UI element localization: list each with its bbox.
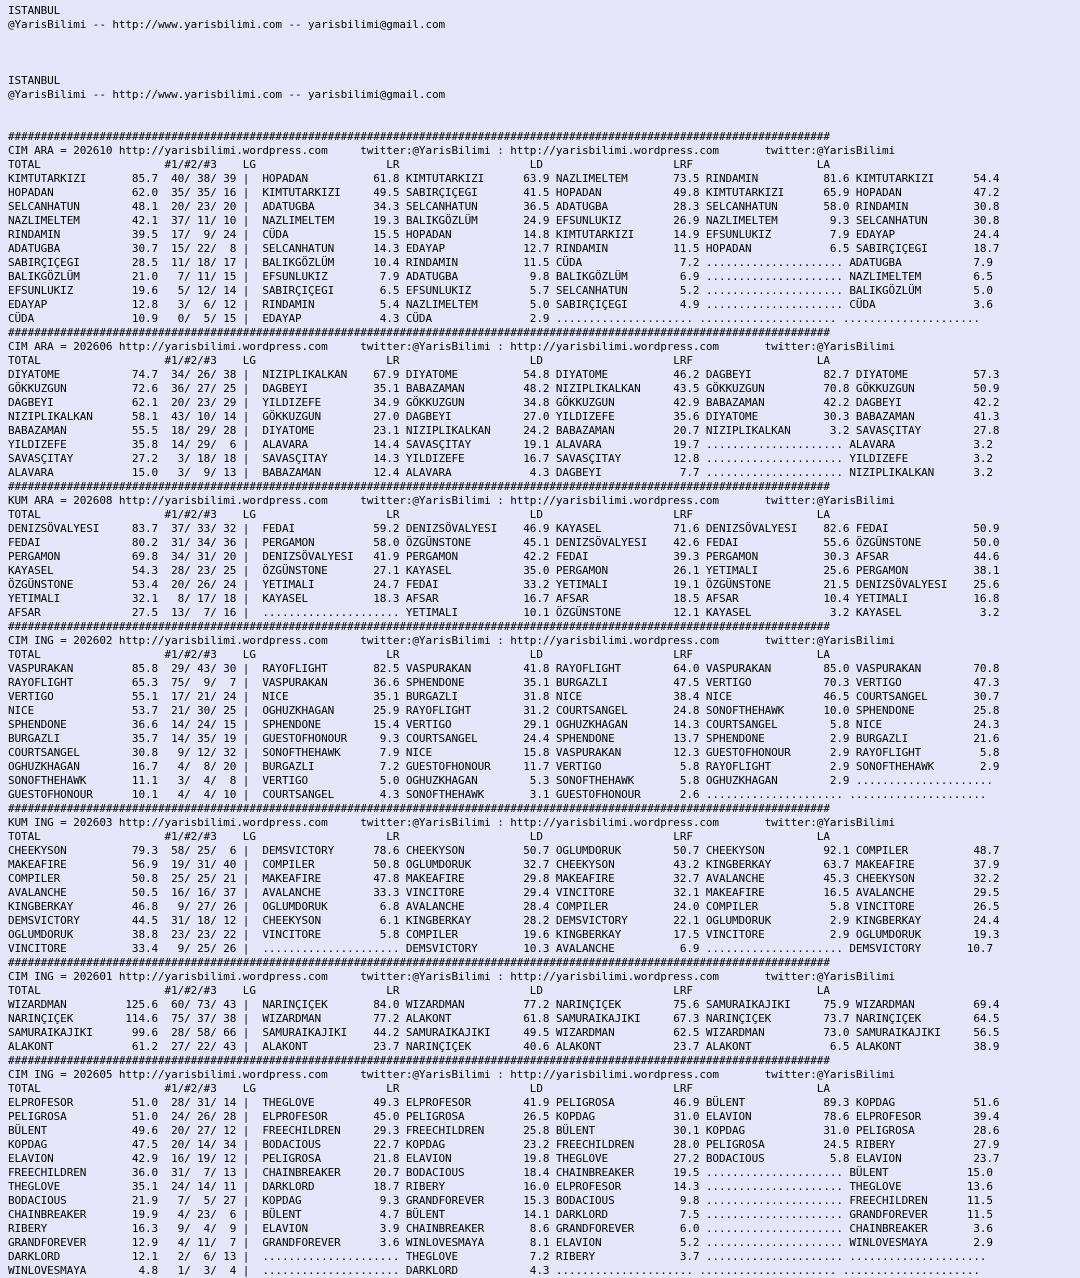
horse-row: VINCITORE 33.4 9/ 25/ 26 | ..................... DEMSVICTORY 10.3 AVALANCHE 6.9 ..................... DEMSVICTORY 10.7 bbox=[8, 942, 993, 955]
horse-row: DIYATOME 74.7 34/ 26/ 38 | NIZIPLIKALKAN 67.9 DIYATOME 54.8 DIYATOME 46.2 DAGBEYI 82.7 DIYATOME 57.3 bbox=[8, 368, 1000, 381]
horse-row: ALAKONT 61.2 27/ 22/ 43 | ALAKONT 23.7 NARINÇIÇEK 40.6 ALAKONT 23.7 ALAKONT 6.5 ALAKONT 38.9 bbox=[8, 1040, 1000, 1053]
section-divider: ############################################################################################################################## bbox=[8, 130, 830, 143]
horse-row: CÜDA 10.9 0/ 5/ 15 | EDAYAP 4.3 CÜDA 2.9 ..................... ..................... ..................... bbox=[8, 312, 980, 325]
race-header: CIM ARA = 202606 http://yarisbilimi.wordpress.com twitter:@YarisBilimi : http://yarisbilimi.wordpress.com twitter:@YarisBilimi bbox=[8, 340, 896, 353]
horse-row: ALAVARA 15.0 3/ 9/ 13 | BABAZAMAN 12.4 ALAVARA 4.3 DAGBEYI 7.7 ..................... NIZIPLIKALKAN 3.2 bbox=[8, 466, 993, 479]
horse-row: SAMURAIKAJIKI 99.6 28/ 58/ 66 | SAMURAIKAJIKI 44.2 SAMURAIKAJIKI 49.5 WIZARDMAN 62.5 WIZARDMAN 73.0 SAMURAIKAJIKI 56.5 bbox=[8, 1026, 1000, 1039]
horse-row: COMPILER 50.8 25/ 25/ 21 | MAKEAFIRE 47.8 MAKEAFIRE 29.8 MAKEAFIRE 32.7 AVALANCHE 45.3 CHEEKYSON 32.2 bbox=[8, 872, 1000, 885]
section-divider: ############################################################################################################################## bbox=[8, 802, 830, 815]
horse-row: NICE 53.7 21/ 30/ 25 | OGHUZKHAGAN 25.9 RAYOFLIGHT 31.2 COURTSANGEL 24.8 SONOFTHEHAWK 10.0 SPHENDONE 25.8 bbox=[8, 704, 1000, 717]
section-divider: ############################################################################################################################## bbox=[8, 620, 830, 633]
horse-row: BALIKGÖZLÜM 21.0 7/ 11/ 15 | EFSUNLUKIZ 7.9 ADATUGBA 9.8 BALIKGÖZLÜM 6.9 ..................... NAZLIMELTEM 6.5 bbox=[8, 270, 993, 283]
horse-row: SPHENDONE 36.6 14/ 24/ 15 | SPHENDONE 15.4 VERTIGO 29.1 OGHUZKHAGAN 14.3 COURTSANGEL 5.8 NICE 24.3 bbox=[8, 718, 1000, 731]
section-divider: ############################################################################################################################## bbox=[8, 326, 830, 339]
horse-row: RIBERY 16.3 9/ 4/ 9 | ELAVION 3.9 CHAINBREAKER 8.6 GRANDFOREVER 6.0 ..................... CHAINBREAKER 3.6 bbox=[8, 1222, 993, 1235]
city-title: ISTANBUL bbox=[8, 4, 61, 17]
horse-row: DEMSVICTORY 44.5 31/ 18/ 12 | CHEEKYSON 6.1 KINGBERKAY 28.2 DEMSVICTORY 22.1 OGLUMDORUK 2.9 KINGBERKAY 24.4 bbox=[8, 914, 1000, 927]
horse-row: ADATUGBA 30.7 15/ 22/ 8 | SELCANHATUN 14.3 EDAYAP 12.7 RINDAMIN 11.5 HOPADAN 6.5 SABIRÇIÇEGI 18.7 bbox=[8, 242, 1000, 255]
horse-row: BABAZAMAN 55.5 18/ 29/ 28 | DIYATOME 23.1 NIZIPLIKALKAN 24.2 BABAZAMAN 20.7 NIZIPLIKALKAN 3.2 SAVASÇITAY 27.8 bbox=[8, 424, 1000, 437]
race-header: CIM ARA = 202610 http://yarisbilimi.wordpress.com twitter:@YarisBilimi : http://yarisbilimi.wordpress.com twitter:@YarisBilimi bbox=[8, 144, 896, 157]
race-header: CIM ING = 202605 http://yarisbilimi.wordpress.com twitter:@YarisBilimi : http://yarisbilimi.wordpress.com twitter:@YarisBilimi bbox=[8, 1068, 896, 1081]
race-header: KUM ARA = 202608 http://yarisbilimi.wordpress.com twitter:@YarisBilimi : http://yarisbilimi.wordpress.com twitter:@YarisBilimi bbox=[8, 494, 896, 507]
horse-row: SABIRÇIÇEGI 28.5 11/ 18/ 17 | BALIKGÖZLÜM 10.4 RINDAMIN 11.5 CÜDA 7.2 ..................... ADATUGBA 7.9 bbox=[8, 256, 993, 269]
horse-row: BÜLENT 49.6 20/ 27/ 12 | FREECHILDREN 29.3 FREECHILDREN 25.8 BÜLENT 30.1 KOPDAG 31.0 PELIGROSA 28.6 bbox=[8, 1124, 1000, 1137]
horse-row: CHEEKYSON 79.3 58/ 25/ 6 | DEMSVICTORY 78.6 CHEEKYSON 50.7 OGLUMDORUK 50.7 CHEEKYSON 92.1 COMPILER 48.7 bbox=[8, 844, 1000, 857]
section-divider: ############################################################################################################################## bbox=[8, 480, 830, 493]
horse-row: ÖZGÜNSTONE 53.4 20/ 26/ 24 | YETIMALI 24.7 FEDAI 33.2 YETIMALI 19.1 ÖZGÜNSTONE 21.5 DENIZSÖVALYESI 25.6 bbox=[8, 578, 1000, 591]
horse-row: COURTSANGEL 30.8 9/ 12/ 32 | SONOFTHEHAWK 7.9 NICE 15.8 VASPURAKAN 12.3 GUESTOFHONOUR 2.9 RAYOFLIGHT 5.8 bbox=[8, 746, 1000, 759]
horse-row: KIMTUTARKIZI 85.7 40/ 38/ 39 | HOPADAN 61.8 KIMTUTARKIZI 63.9 NAZLIMELTEM 73.5 RINDAMIN 81.6 KIMTUTARKIZI 54.4 bbox=[8, 172, 1000, 185]
section-divider: ############################################################################################################################## bbox=[8, 956, 830, 969]
race-header: CIM ING = 202602 http://yarisbilimi.wordpress.com twitter:@YarisBilimi : http://yarisbilimi.wordpress.com twitter:@YarisBilimi bbox=[8, 634, 896, 647]
section-divider: ############################################################################################################################## bbox=[8, 1054, 830, 1067]
column-headers: TOTAL #1/#2/#3 LG LR LD LRF LA bbox=[8, 830, 830, 843]
race-header: CIM ING = 202601 http://yarisbilimi.wordpress.com twitter:@YarisBilimi : http://yarisbilimi.wordpress.com twitter:@YarisBilimi bbox=[8, 970, 896, 983]
horse-row: AVALANCHE 50.5 16/ 16/ 37 | AVALANCHE 33.3 VINCITORE 29.4 VINCITORE 32.1 MAKEAFIRE 16.5 AVALANCHE 29.5 bbox=[8, 886, 1000, 899]
horse-row: DENIZSÖVALYESI 83.7 37/ 33/ 32 | FEDAI 59.2 DENIZSÖVALYESI 46.9 KAYASEL 71.6 DENIZSÖVALYESI 82.6 FEDAI 50.9 bbox=[8, 522, 1000, 535]
horse-row: OGLUMDORUK 38.8 23/ 23/ 22 | VINCITORE 5.8 COMPILER 19.6 KINGBERKAY 17.5 VINCITORE 2.9 OGLUMDORUK 19.3 bbox=[8, 928, 1000, 941]
horse-row: DAGBEYI 62.1 20/ 23/ 29 | YILDIZEFE 34.9 GÖKKUZGUN 34.8 GÖKKUZGUN 42.9 BABAZAMAN 42.2 DAGBEYI 42.2 bbox=[8, 396, 1000, 409]
horse-row: BURGAZLI 35.7 14/ 35/ 19 | GUESTOFHONOUR 9.3 COURTSANGEL 24.4 SPHENDONE 13.7 SPHENDONE 2.9 BURGAZLI 21.6 bbox=[8, 732, 1000, 745]
column-headers: TOTAL #1/#2/#3 LG LR LD LRF LA bbox=[8, 354, 830, 367]
horse-row: DARKLORD 12.1 2/ 6/ 13 | ..................... THEGLOVE 7.2 RIBERY 3.7 ..................... ..................... bbox=[8, 1250, 987, 1263]
horse-row: KOPDAG 47.5 20/ 14/ 34 | BODACIOUS 22.7 KOPDAG 23.2 FREECHILDREN 28.0 PELIGROSA 24.5 RIBERY 27.9 bbox=[8, 1138, 1000, 1151]
horse-row: GRANDFOREVER 12.9 4/ 11/ 7 | GRANDFOREVER 3.6 WINLOVESMAYA 8.1 ELAVION 5.2 ..................... WINLOVESMAYA 2.9 bbox=[8, 1236, 993, 1249]
horse-row: EFSUNLUKIZ 19.6 5/ 12/ 14 | SABIRÇIÇEGI 6.5 EFSUNLUKIZ 5.7 SELCANHATUN 5.2 ..................... BALIKGÖZLÜM 5.0 bbox=[8, 284, 993, 297]
horse-row: NARINÇIÇEK 114.6 75/ 37/ 38 | WIZARDMAN 77.2 ALAKONT 61.8 SAMURAIKAJIKI 67.3 NARINÇIÇEK 73.7 NARINÇIÇEK 64.5 bbox=[8, 1012, 1000, 1025]
horse-row: THEGLOVE 35.1 24/ 14/ 11 | DARKLORD 18.7 RIBERY 16.0 ELPROFESOR 14.3 ..................... THEGLOVE 13.6 bbox=[8, 1180, 993, 1193]
horse-row: RAYOFLIGHT 65.3 75/ 9/ 7 | VASPURAKAN 36.6 SPHENDONE 35.1 BURGAZLI 47.5 VERTIGO 70.3 VERTIGO 47.3 bbox=[8, 676, 1000, 689]
horse-row: YILDIZEFE 35.8 14/ 29/ 6 | ALAVARA 14.4 SAVASÇITAY 19.1 ALAVARA 19.7 ..................... ALAVARA 3.2 bbox=[8, 438, 993, 451]
horse-row: ELAVION 42.9 16/ 19/ 12 | PELIGROSA 21.8 ELAVION 19.8 THEGLOVE 27.2 BODACIOUS 5.8 ELAVION 23.7 bbox=[8, 1152, 1000, 1165]
horse-row: NAZLIMELTEM 42.1 37/ 11/ 10 | NAZLIMELTEM 19.3 BALIKGÖZLÜM 24.9 EFSUNLUKIZ 26.9 NAZLIMELTEM 9.3 SELCANHATUN 30.8 bbox=[8, 214, 1000, 227]
horse-row: MAKEAFIRE 56.9 19/ 31/ 40 | COMPILER 50.8 OGLUMDORUK 32.7 CHEEKYSON 43.2 KINGBERKAY 63.7 MAKEAFIRE 37.9 bbox=[8, 858, 1000, 871]
blank-line bbox=[8, 46, 1080, 60]
column-headers: TOTAL #1/#2/#3 LG LR LD LRF LA bbox=[8, 648, 830, 661]
horse-row: GUESTOFHONOUR 10.1 4/ 4/ 10 | COURTSANGEL 4.3 SONOFTHEHAWK 3.1 GUESTOFHONOUR 2.6 ..................... ..................... bbox=[8, 788, 987, 801]
column-headers: TOTAL #1/#2/#3 LG LR LD LRF LA bbox=[8, 1082, 830, 1095]
horse-row: VASPURAKAN 85.8 29/ 43/ 30 | RAYOFLIGHT 82.5 VASPURAKAN 41.8 RAYOFLIGHT 64.0 VASPURAKAN 85.0 VASPURAKAN 70.8 bbox=[8, 662, 1000, 675]
horse-row: YETIMALI 32.1 8/ 17/ 18 | KAYASEL 18.3 AFSAR 16.7 AFSAR 18.5 AFSAR 10.4 YETIMALI 16.8 bbox=[8, 592, 1000, 605]
horse-row: SAVASÇITAY 27.2 3/ 18/ 18 | SAVASÇITAY 14.3 YILDIZEFE 16.7 SAVASÇITAY 12.8 ..................... YILDIZEFE 3.2 bbox=[8, 452, 993, 465]
horse-row: KAYASEL 54.3 28/ 23/ 25 | ÖZGÜNSTONE 27.1 KAYASEL 35.0 PERGAMON 26.1 YETIMALI 25.6 PERGAMON 38.1 bbox=[8, 564, 1000, 577]
column-headers: TOTAL #1/#2/#3 LG LR LD LRF LA bbox=[8, 508, 830, 521]
horse-row: VERTIGO 55.1 17/ 21/ 24 | NICE 35.1 BURGAZLI 31.8 NICE 38.4 NICE 46.5 COURTSANGEL 30.7 bbox=[8, 690, 1000, 703]
horse-row: SONOFTHEHAWK 11.1 3/ 4/ 8 | VERTIGO 5.0 OGHUZKHAGAN 5.3 SONOFTHEHAWK 5.8 OGHUZKHAGAN 2.9 ..................... bbox=[8, 774, 993, 787]
column-headers: TOTAL #1/#2/#3 LG LR LD LRF LA bbox=[8, 158, 830, 171]
contact-line: @YarisBilimi -- http://www.yarisbilimi.com -- yarisbilimi@gmail.com bbox=[8, 88, 446, 101]
race-header: KUM ING = 202603 http://yarisbilimi.wordpress.com twitter:@YarisBilimi : http://yarisbilimi.wordpress.com twitter:@YarisBilimi bbox=[8, 816, 896, 829]
horse-row: BODACIOUS 21.9 7/ 5/ 27 | KOPDAG 9.3 GRANDFOREVER 15.3 BODACIOUS 9.8 ..................... FREECHILDREN 11.5 bbox=[8, 1194, 993, 1207]
horse-row: SELCANHATUN 48.1 20/ 23/ 20 | ADATUGBA 34.3 SELCANHATUN 36.5 ADATUGBA 28.3 SELCANHATUN 58.0 RINDAMIN 30.8 bbox=[8, 200, 1000, 213]
city-title: ISTANBUL bbox=[8, 74, 61, 87]
horse-row: PERGAMON 69.8 34/ 31/ 20 | DENIZSÖVALYESI 41.9 PERGAMON 42.2 FEDAI 39.3 PERGAMON 30.3 AFSAR 44.6 bbox=[8, 550, 1000, 563]
horse-row: HOPADAN 62.0 35/ 35/ 16 | KIMTUTARKIZI 49.5 SABIRÇIÇEGI 41.5 HOPADAN 49.8 KIMTUTARKIZI 65.9 HOPADAN 47.2 bbox=[8, 186, 1000, 199]
horse-row: RINDAMIN 39.5 17/ 9/ 24 | CÜDA 15.5 HOPADAN 14.8 KIMTUTARKIZI 14.9 EFSUNLUKIZ 7.9 EDAYAP 24.4 bbox=[8, 228, 1000, 241]
horse-row: AFSAR 27.5 13/ 7/ 16 | ..................... YETIMALI 10.1 ÖZGÜNSTONE 12.1 KAYASEL 3.2 KAYASEL 3.2 bbox=[8, 606, 1000, 619]
horse-row: FREECHILDREN 36.0 31/ 7/ 13 | CHAINBREAKER 20.7 BODACIOUS 18.4 CHAINBREAKER 19.5 ..................... BÜLENT 15.0 bbox=[8, 1166, 993, 1179]
horse-row: GÖKKUZGUN 72.6 36/ 27/ 25 | DAGBEYI 35.1 BABAZAMAN 48.2 NIZIPLIKALKAN 43.5 GÖKKUZGUN 70.8 GÖKKUZGUN 50.9 bbox=[8, 382, 1000, 395]
horse-row: PELIGROSA 51.0 24/ 26/ 28 | ELPROFESOR 45.0 PELIGROSA 26.5 KOPDAG 31.0 ELAVION 78.6 ELPROFESOR 39.4 bbox=[8, 1110, 1000, 1123]
horse-row: WINLOVESMAYA 4.8 1/ 3/ 4 | ..................... DARKLORD 4.3 ..................... ..................... ..................... bbox=[8, 1264, 980, 1277]
blank-line bbox=[8, 116, 1080, 130]
horse-row: ELPROFESOR 51.0 28/ 31/ 14 | THEGLOVE 49.3 ELPROFESOR 41.9 PELIGROSA 46.9 BÜLENT 89.3 KOPDAG 51.6 bbox=[8, 1096, 1000, 1109]
horse-row: OGHUZKHAGAN 16.7 4/ 8/ 20 | BURGAZLI 7.2 GUESTOFHONOUR 11.7 VERTIGO 5.8 RAYOFLIGHT 2.9 SONOFTHEHAWK 2.9 bbox=[8, 760, 1000, 773]
blank-line bbox=[8, 32, 1080, 46]
horse-row: KINGBERKAY 46.8 9/ 27/ 26 | OGLUMDORUK 6.8 AVALANCHE 28.4 COMPILER 24.0 COMPILER 5.8 VINCITORE 26.5 bbox=[8, 900, 1000, 913]
horse-row: NIZIPLIKALKAN 58.1 43/ 10/ 14 | GÖKKUZGUN 27.0 DAGBEYI 27.0 YILDIZEFE 35.6 DIYATOME 30.3 BABAZAMAN 41.3 bbox=[8, 410, 1000, 423]
blank-line bbox=[8, 102, 1080, 116]
contact-line: @YarisBilimi -- http://www.yarisbilimi.com -- yarisbilimi@gmail.com bbox=[8, 18, 446, 31]
horse-row: EDAYAP 12.8 3/ 6/ 12 | RINDAMIN 5.4 NAZLIMELTEM 5.0 SABIRÇIÇEGI 4.9 ..................... CÜDA 3.6 bbox=[8, 298, 993, 311]
column-headers: TOTAL #1/#2/#3 LG LR LD LRF LA bbox=[8, 984, 830, 997]
horse-row: FEDAI 80.2 31/ 34/ 36 | PERGAMON 58.0 ÖZGÜNSTONE 45.1 DENIZSÖVALYESI 42.6 FEDAI 55.6 ÖZGÜNSTONE 50.0 bbox=[8, 536, 1000, 549]
horse-row: WIZARDMAN 125.6 60/ 73/ 43 | NARINÇIÇEK 84.0 WIZARDMAN 77.2 NARINÇIÇEK 75.6 SAMURAIKAJIKI 75.9 WIZARDMAN 69.4 bbox=[8, 998, 1000, 1011]
horse-row: CHAINBREAKER 19.9 4/ 23/ 6 | BÜLENT 4.7 BÜLENT 14.1 DARKLORD 7.5 ..................... GRANDFOREVER 11.5 bbox=[8, 1208, 993, 1221]
blank-line bbox=[8, 60, 1080, 74]
